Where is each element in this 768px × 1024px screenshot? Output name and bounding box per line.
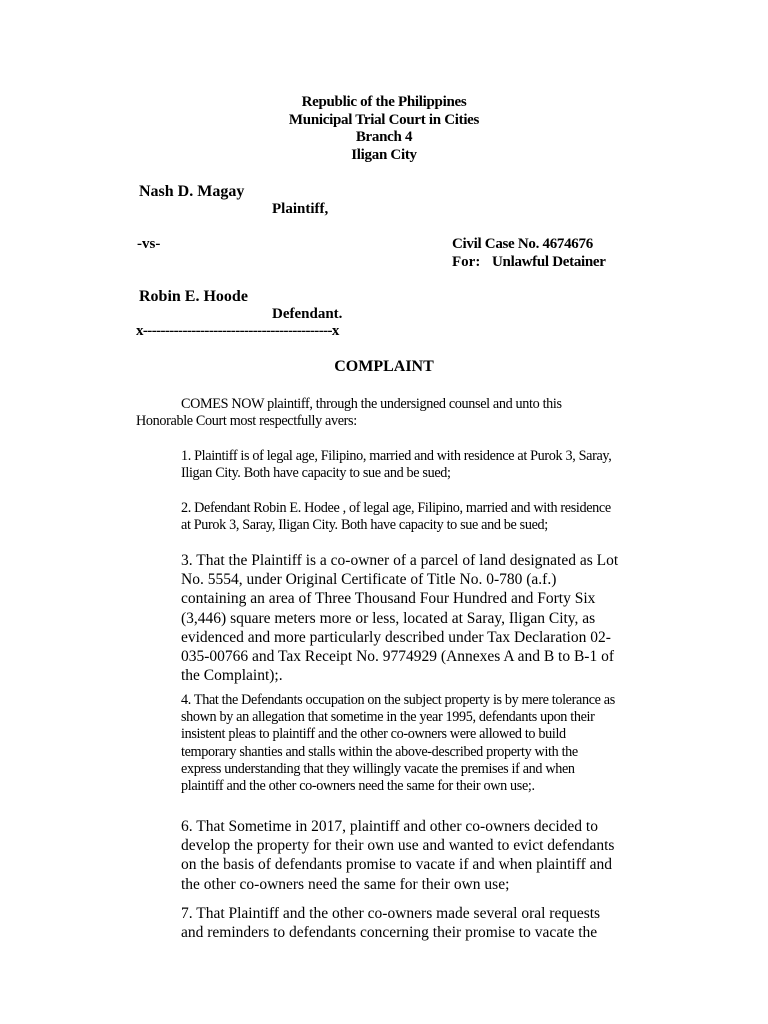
header-republic: Republic of the Philippines	[301, 94, 467, 110]
paragraph-line: develop the property for their own use and wanted to evict defendants	[181, 837, 615, 855]
paragraph-line: 4. That the Defendants occupation on the subject property is by mere tolerance as	[181, 692, 615, 708]
document-title: COMPLAINT	[334, 358, 434, 375]
case-nature-label: For:	[452, 254, 481, 270]
paragraph-line: 3. That the Plaintiff is a co-owner of a parcel of land designated as Lot	[181, 552, 619, 569]
versus-label: -vs-	[137, 236, 161, 252]
paragraph-line: at Purok 3, Saray, Iligan City. Both have capacity to sue and be sued;	[181, 517, 548, 534]
case-number: Civil Case No. 4674676	[452, 236, 593, 252]
paragraph-1	[181, 448, 701, 482]
paragraph-line: evidenced and more particularly described under Tax Declaration 02-	[181, 628, 611, 646]
paragraph-line: 1. Plaintiff is of legal age, Filipino, married and with residence at Purok 3, Saray,	[181, 448, 612, 464]
paragraph-line: Iligan City. Both have capacity to sue and be sued;	[181, 465, 451, 482]
caption-separator: x-------------------------------------------x	[136, 323, 339, 339]
defendant-name: Robin E. Hoode	[139, 288, 248, 305]
plaintiff-name: Nash D. Magay	[139, 183, 245, 200]
paragraph-line: 035-00766 and Tax Receipt No. 9774929 (Annexes A and B to B-1 of	[181, 648, 615, 666]
paragraph-3	[181, 551, 701, 685]
paragraph-line: 6. That Sometime in 2017, plaintiff and other co-owners decided to	[181, 818, 598, 835]
paragraph-line: the Complaint);.	[181, 667, 283, 685]
paragraph-line: temporary shanties and stalls within the above-described property with the	[181, 743, 578, 760]
paragraph-6	[181, 817, 701, 894]
header-city: Iligan City	[351, 146, 417, 163]
intro-line-1: COMES NOW plaintiff, through the undersigned counsel and unto this	[181, 396, 562, 412]
case-nature: Unlawful Detainer	[492, 254, 606, 270]
plaintiff-role: Plaintiff,	[272, 201, 329, 217]
paragraph-line: plaintiff and the other co-owners need the same for their own use;.	[181, 778, 535, 795]
intro-line-2: Honorable Court most respectfully avers:	[136, 413, 357, 430]
paragraph-line: and reminders to defendants concerning their promise to vacate the	[181, 924, 598, 942]
paragraph-line: on the basis of defendants promise to vacate if and when plaintiff and	[181, 856, 613, 874]
paragraph-7	[181, 904, 701, 942]
court-header	[0, 94, 768, 164]
paragraph-line: 7. That Plaintiff and the other co-owners made several oral requests	[181, 905, 601, 922]
paragraph-2	[181, 500, 701, 534]
paragraph-line: 2. Defendant Robin E. Hodee , of legal age, Filipino, married and with residence	[181, 500, 611, 516]
header-branch: Branch 4	[355, 129, 413, 145]
intro-paragraph	[136, 396, 656, 430]
paragraph-4	[181, 692, 701, 795]
paragraph-line: the other co-owners need the same for their own use;	[181, 875, 510, 893]
paragraph-line: express understanding that they willingly vacate the premises if and when	[181, 760, 575, 777]
paragraph-line: No. 5554, under Original Certificate of Title No. 0-780 (a.f.)	[181, 571, 557, 589]
paragraph-line: containing an area of Three Thousand Four Hundred and Forty Six	[181, 590, 596, 608]
header-court: Municipal Trial Court in Cities	[288, 111, 480, 128]
paragraph-line: (3,446) square meters more or less, located at Saray, Iligan City, as	[181, 609, 596, 627]
paragraph-line: shown by an allegation that sometime in the year 1995, defendants upon their	[181, 709, 595, 726]
defendant-role: Defendant.	[272, 306, 343, 322]
paragraph-line: insistent pleas to plaintiff and the other co-owners were allowed to build	[181, 726, 566, 743]
